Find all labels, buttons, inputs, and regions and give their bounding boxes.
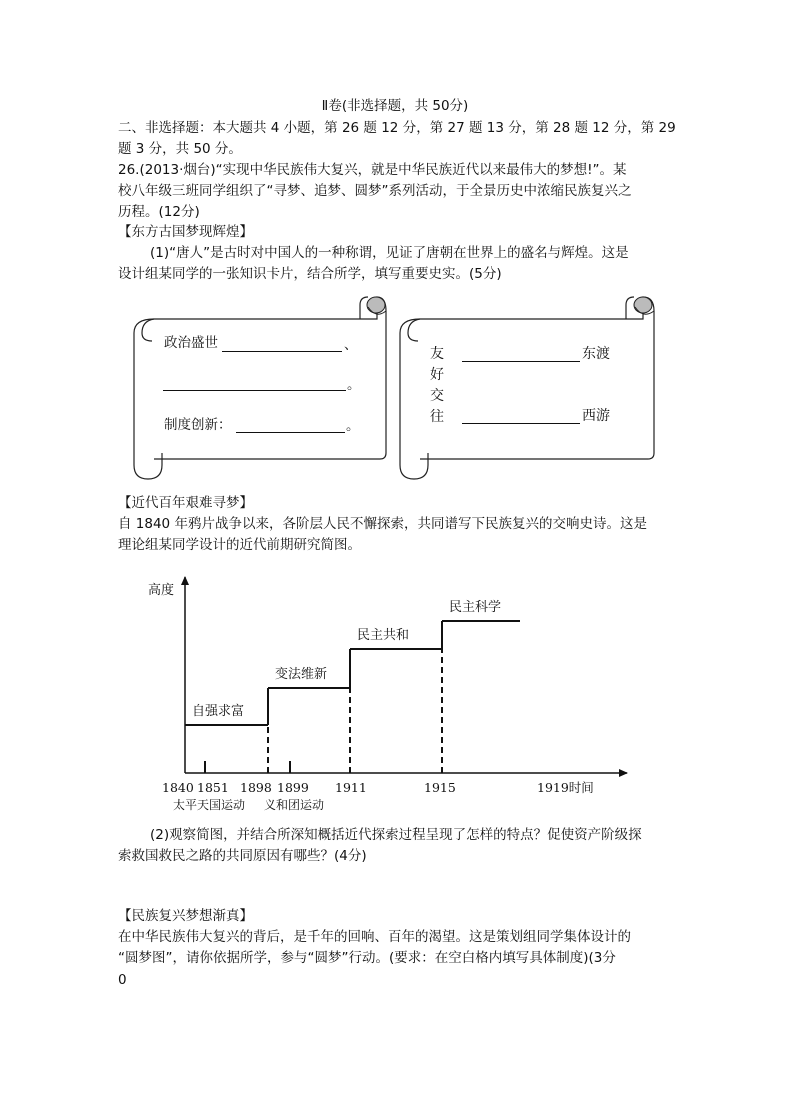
comma: 、 xyxy=(344,337,358,353)
q26-line-1: 26.(2013·烟台)“实现中华民族伟大复兴，就是中华民族近代以来最伟大的梦想!”。某 xyxy=(118,162,627,178)
period: 。 xyxy=(347,377,361,393)
q26-line-3: 历程。(12分) xyxy=(118,204,200,220)
blank-institution[interactable] xyxy=(236,432,345,433)
x-tick-label: 1899 xyxy=(277,780,309,795)
q2-line-1: (2)观察简图，并结合所深知概括近代探索过程呈现了怎样的特点？促使资产阶级探 xyxy=(150,827,642,843)
section1-title: 【东方古国梦现辉煌】 xyxy=(118,224,253,240)
section3-title: 【民族复兴梦想渐真】 xyxy=(118,908,253,924)
x-tick-label: 1851 xyxy=(197,780,229,795)
s2-line-2: 理论组某同学设计的近代前期研究简图。 xyxy=(118,537,361,553)
q1-line-2: 设计组某同学的一张知识卡片，结合所学，填写重要史实。(5分) xyxy=(118,266,502,282)
blank-east[interactable] xyxy=(462,361,580,362)
step-label: 民主共和 xyxy=(357,628,410,643)
step-chart xyxy=(140,565,640,820)
step-label: 民主科学 xyxy=(449,600,502,615)
event-label: 太平天国运动 xyxy=(173,798,246,812)
section2-title: 【近代百年艰难寻梦】 xyxy=(118,495,253,511)
step-label: 自强求富 xyxy=(192,704,245,719)
vertical-label xyxy=(430,344,446,428)
vchar: 交 xyxy=(430,388,444,404)
vchar: 往 xyxy=(430,409,444,425)
blank-politics-2[interactable] xyxy=(163,390,346,391)
q2-line-2: 索救国救民之路的共同原因有哪些？(4分) xyxy=(118,848,367,864)
label-west: 西游 xyxy=(582,408,610,424)
s3-line-1: 在中华民族伟大复兴的背后，是千年的回响、百年的渴望。这是策划组同学集体设计的 xyxy=(118,929,631,945)
part-header-cont: 题 3 分，共 50 分。 xyxy=(118,141,242,157)
label-politics: 政治盛世 xyxy=(164,335,218,351)
x-tick-label: 1919时间 xyxy=(537,780,594,795)
x-tick-label: 1898 xyxy=(240,780,272,795)
label-east: 东渡 xyxy=(582,346,610,362)
part-header: 二、非选择题：本大题共 4 小题，第 26 题 12 分，第 27 题 13 分，第 28 题 12 分，第 29 xyxy=(118,120,676,136)
y-axis-label: 高度 xyxy=(148,583,175,598)
s3-line-3: 0 xyxy=(118,972,127,988)
q1-line-1: (1)“唐人”是古时对中国人的一种称谓，见证了唐朝在世界上的盛名与辉煌。这是 xyxy=(150,245,629,261)
s3-line-2: “圆梦图”，请你依据所学，参与“圆梦”行动。(要求：在空白格内填写具体制度)(3分 xyxy=(118,950,616,966)
step-label: 变法维新 xyxy=(275,667,328,682)
x-tick-label: 1915 xyxy=(424,780,456,795)
section-title: Ⅱ卷(非选择题，共 50分) xyxy=(321,98,469,114)
period-2: 。 xyxy=(346,418,360,434)
vchar: 好 xyxy=(430,367,444,383)
x-tick-label: 1911 xyxy=(335,780,367,795)
label-institution: 制度创新： xyxy=(164,417,232,433)
event-label: 义和团运动 xyxy=(264,798,325,812)
blank-west[interactable] xyxy=(462,423,580,424)
vchar: 友 xyxy=(430,346,444,362)
blank-politics-1[interactable] xyxy=(222,351,342,352)
x-tick-label: 1840 xyxy=(162,780,194,795)
s2-line-1: 自 1840 年鸦片战争以来，各阶层人民不懈探索，共同谱写下民族复兴的交响史诗。这是 xyxy=(118,516,647,532)
q26-line-2: 校八年级三班同学组织了“寻梦、追梦、圆梦”系列活动，于全景历史中浓缩民族复兴之 xyxy=(118,183,632,199)
